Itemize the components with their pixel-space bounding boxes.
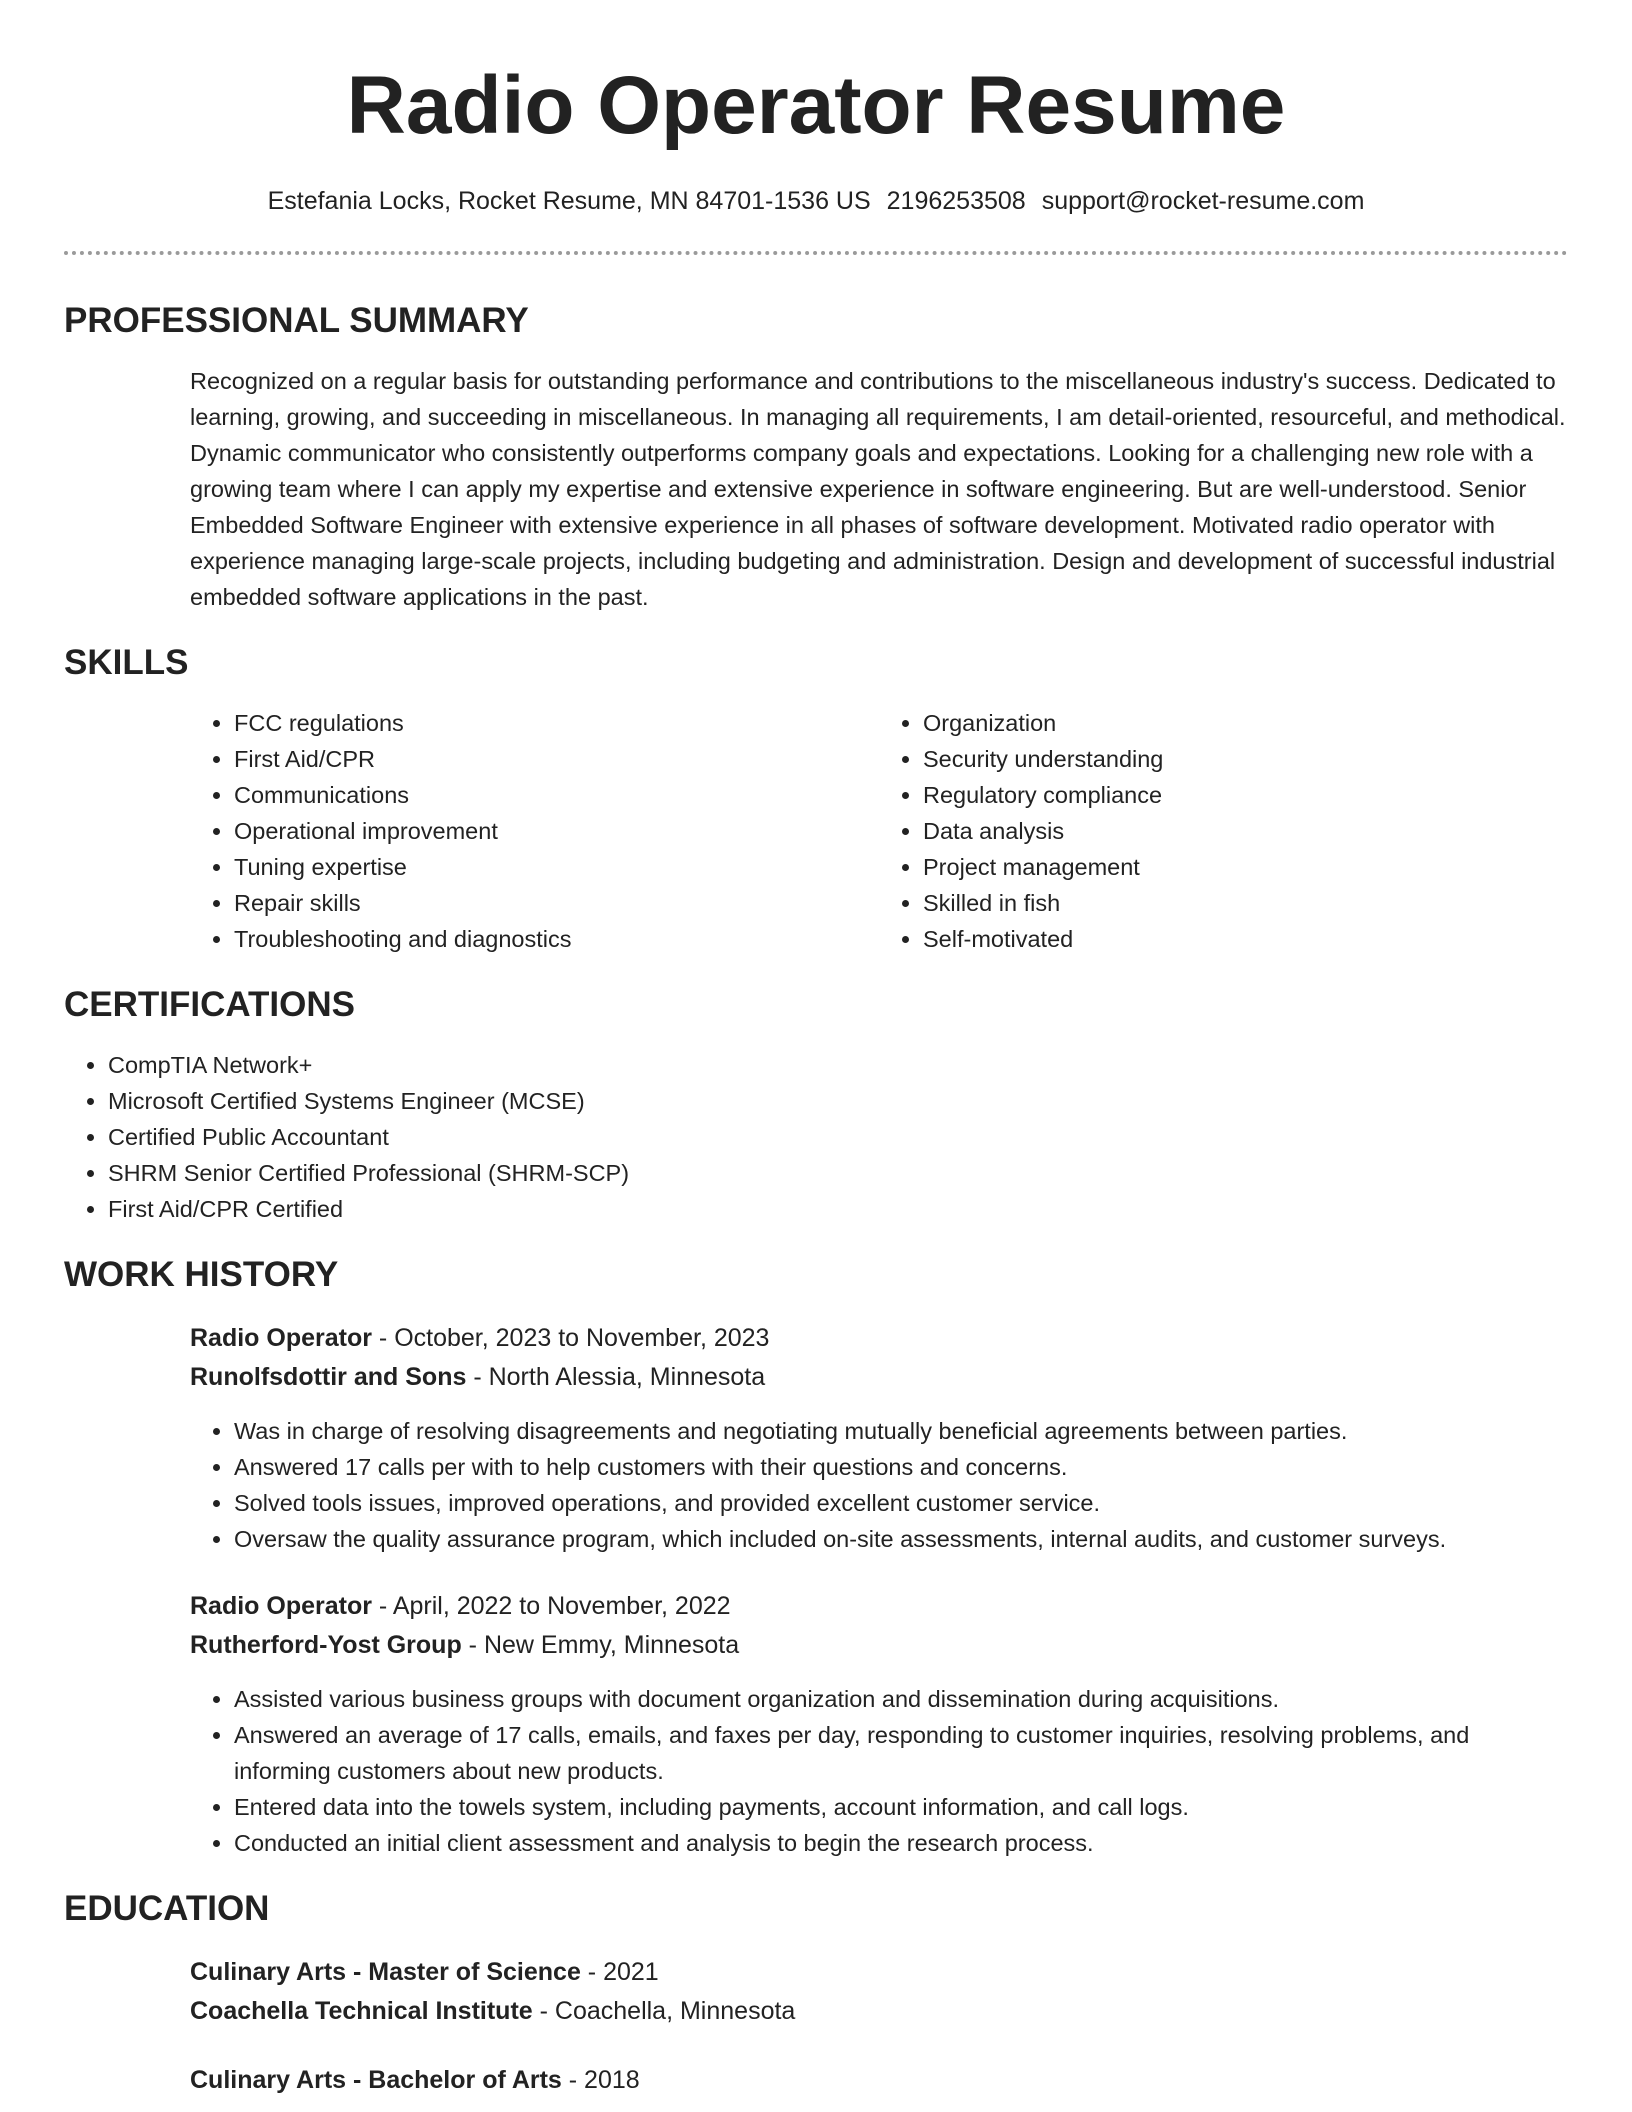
certification-item: • SHRM Senior Certified Professional (SHRM-SCP): [108, 1155, 1568, 1191]
job-bullet: • Conducted an initial client assessment and analysis to begin the research process.: [234, 1825, 1568, 1861]
skills-list-left: [190, 705, 879, 957]
skill-item: • FCC regulations: [234, 705, 879, 741]
job-bullet: • Answered 17 calls per with to help customers with their questions and concerns.: [234, 1449, 1568, 1485]
skill-item: • First Aid/CPR: [234, 741, 879, 777]
job-company: Runolfsdottir and Sons: [190, 1363, 467, 1391]
certification-item: • Microsoft Certified Systems Engineer (MCSE): [108, 1083, 1568, 1119]
education-heading: EDUCATION: [64, 1889, 270, 1928]
job-bullet: • Oversaw the quality assurance program, which included on-site assessments, internal audits, and customer surveys.: [234, 1521, 1568, 1557]
skill-item: • Repair skills: [234, 885, 879, 921]
job-company-line: [190, 1358, 1568, 1397]
work-history-heading: WORK HISTORY: [64, 1255, 339, 1294]
certifications-list: [64, 1047, 1568, 1227]
education-degree-line: [190, 2061, 1568, 2100]
job-title-line: [190, 1587, 1568, 1626]
education-entry: [190, 1953, 1568, 2031]
certifications-heading: CERTIFICATIONS: [64, 985, 356, 1024]
skill-item: • Data analysis: [923, 813, 1568, 849]
resume-page: [64, 0, 1568, 2100]
skill-item: • Skilled in fish: [923, 885, 1568, 921]
job-bullet: • Assisted various business groups with document organization and dissemination during acquisitions.: [234, 1681, 1568, 1717]
skill-item: • Self-motivated: [923, 921, 1568, 957]
skill-item: • Tuning expertise: [234, 849, 879, 885]
job-title: Radio Operator: [190, 1592, 372, 1620]
skill-item: • Troubleshooting and diagnostics: [234, 921, 879, 957]
education-degree: Culinary Arts - Bachelor of Arts: [190, 2066, 562, 2094]
header-divider: [64, 251, 1568, 255]
education-year: - 2021: [580, 1958, 659, 1986]
education-degree: Culinary Arts - Master of Science: [190, 1958, 581, 1986]
job-entry: [190, 1319, 1568, 1557]
skill-item: • Security understanding: [923, 741, 1568, 777]
job-bullet: • Entered data into the towels system, including payments, account information, and call logs.: [234, 1789, 1568, 1825]
job-location: - New Emmy, Minnesota: [461, 1631, 740, 1659]
skills-list-right: [879, 705, 1568, 957]
job-bullet: • Answered an average of 17 calls, emails, and faxes per day, responding to customer inquiries, resolving problems, and informing customers about new products.: [234, 1717, 1568, 1789]
resume-title: Radio Operator Resume: [346, 60, 1286, 151]
skill-item: • Communications: [234, 777, 879, 813]
job-dates: - April, 2022 to November, 2022: [371, 1592, 731, 1620]
skill-item: • Organization: [923, 705, 1568, 741]
job-title-line: [190, 1319, 1568, 1358]
job-bullet: • Was in charge of resolving disagreements and negotiating mutually beneficial agreements between parties.: [234, 1413, 1568, 1449]
job-company-line: [190, 1626, 1568, 1665]
job-bullets: [190, 1681, 1568, 1861]
education-entry: [190, 2061, 1568, 2100]
certification-item: • CompTIA Network+: [108, 1047, 1568, 1083]
education-school-line: [190, 1992, 1568, 2031]
job-location: - North Alessia, Minnesota: [466, 1363, 766, 1391]
contact-phone: 2196253508: [886, 187, 1026, 215]
skills-columns: [190, 705, 1568, 957]
job-bullets: [190, 1413, 1568, 1557]
education-degree-line: [190, 1953, 1568, 1992]
summary-heading: PROFESSIONAL SUMMARY: [64, 301, 529, 340]
contact-email[interactable]: support@rocket-resume.com: [1041, 187, 1365, 215]
job-company: Rutherford-Yost Group: [190, 1631, 462, 1659]
skills-heading: SKILLS: [64, 643, 189, 682]
certification-item: • Certified Public Accountant: [108, 1119, 1568, 1155]
education-school: Coachella Technical Institute: [190, 1997, 533, 2025]
skill-item: • Operational improvement: [234, 813, 879, 849]
job-bullet: • Solved tools issues, improved operations, and provided excellent customer service.: [234, 1485, 1568, 1521]
contact-line: [64, 184, 1568, 218]
summary-text: Recognized on a regular basis for outstanding performance and contributions to the miscellaneous industry's success. Dedicated to learning, growing, and succeeding in miscellaneous. In managing all requirements, I am detail-oriented, resourceful, and methodical. Dynamic communicator who consistently outperforms company goals and expectations. Looking for a challenging new role with a growing team where I can apply my expertise and extensive experience in software engineering. But are well-understood. Senior Embedded Software Engineer with extensive experience in all phases of software development. Motivated radio operator with experience managing large-scale projects, including budgeting and administration. Design and development of successful industrial embedded software applications in the past.: [190, 368, 1566, 610]
skill-item: • Project management: [923, 849, 1568, 885]
job-dates: - October, 2023 to November, 2023: [371, 1324, 770, 1352]
education-location: - Coachella, Minnesota: [532, 1997, 796, 2025]
job-title: Radio Operator: [190, 1324, 372, 1352]
contact-address: Estefania Locks, Rocket Resume, MN 84701-1536 US: [267, 187, 871, 215]
job-entry: [190, 1587, 1568, 1861]
education-year: - 2018: [561, 2066, 640, 2094]
skill-item: • Regulatory compliance: [923, 777, 1568, 813]
certification-item: • First Aid/CPR Certified: [108, 1191, 1568, 1227]
